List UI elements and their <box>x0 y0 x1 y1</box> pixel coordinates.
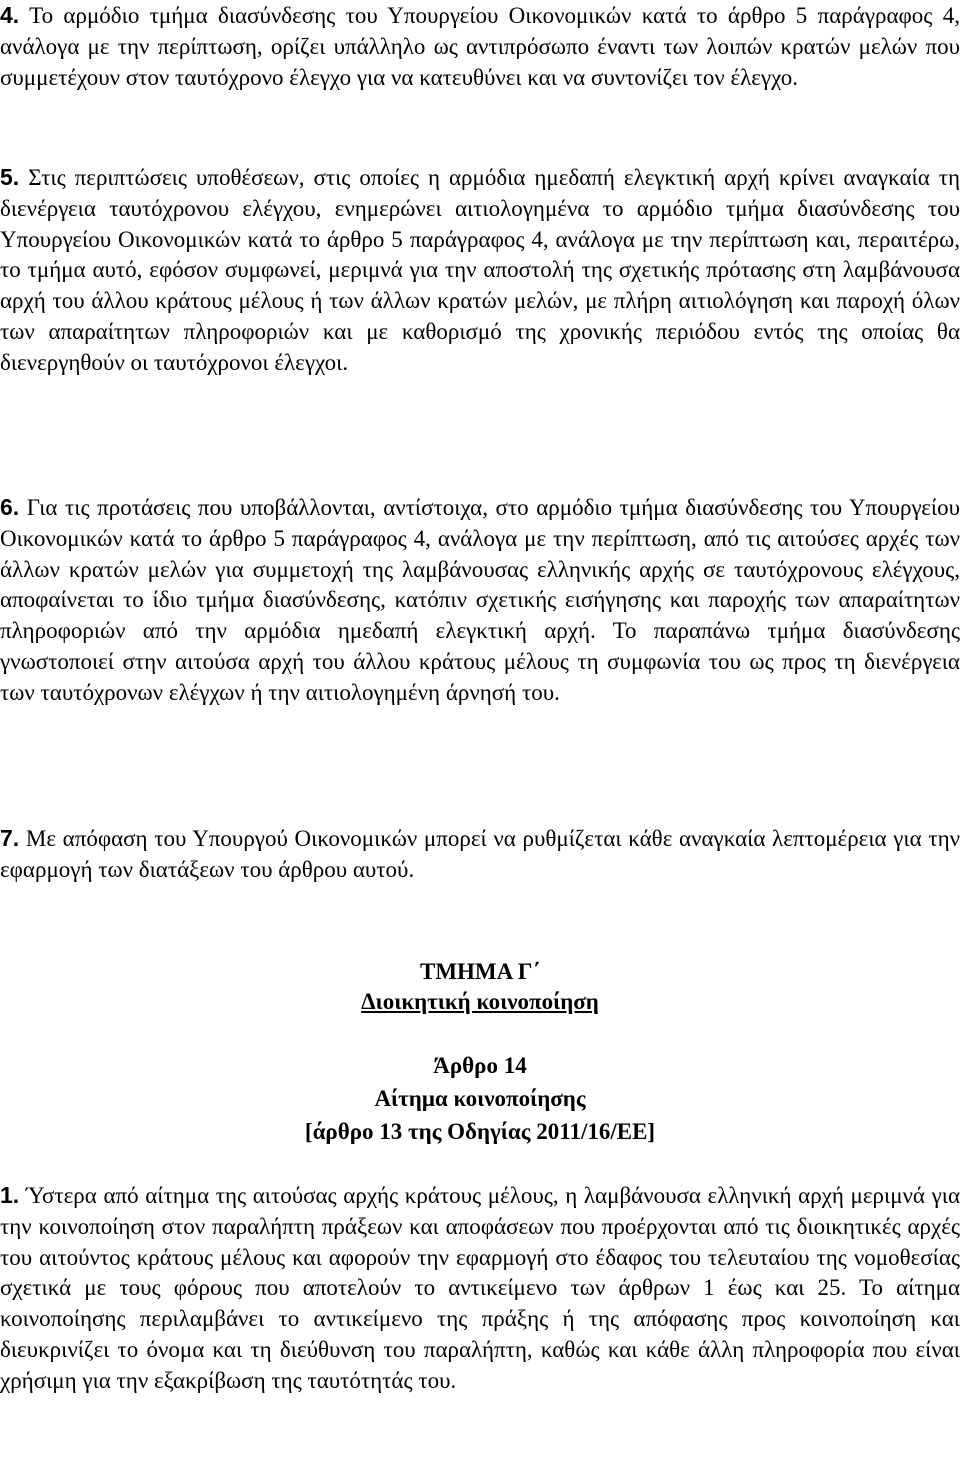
paragraph-number: 6. <box>0 494 20 520</box>
paragraph-5 <box>0 162 960 379</box>
article-number: Άρθρο 14 <box>433 1053 527 1078</box>
paragraph-number: 5. <box>0 164 20 190</box>
paragraph-6 <box>0 492 960 709</box>
paragraph-number: 1. <box>0 1182 20 1208</box>
section-heading: ΤΜΗΜΑ Γ΄ <box>419 959 541 984</box>
paragraph-4 <box>0 0 960 93</box>
paragraph-number: 4. <box>0 2 20 28</box>
paragraph-text: Στις περιπτώσεις υποθέσεων, στις οποίες η αρμόδια ημεδαπή ελεγκτική αρχή κρίνει αναγκαία τη διενέργεια ταυτόχρονου ελέγχου, ενημερώνει αιτιολογημένα το αρμόδιο τμήμα διασύνδεσης του Υπουργείου Οικονομικών κατά το άρθρο 5 παράγραφος 4, ανάλογα με την περίπτωση και, περαιτέρω, το τμήμα αυτό, εφόσον συμφωνεί, μεριμνά για την αποστολή της σχετικής πρότασης στη λαμβάνουσα αρχή του άλλου κράτους μέλους ή των άλλων κρατών μελών, με πλήρη αιτιολόγηση και παροχή όλων των απαραίτητων πληροφοριών και με καθορισμό της χρονικής περιόδου εντός της οποίας θα διενεργηθούν οι ταυτόχρονοι έλεγχοι. <box>0 165 960 375</box>
article-title: Αίτημα κοινοποίησης <box>374 1086 586 1111</box>
paragraph-text: Με απόφαση του Υπουργού Οικονομικών μπορεί να ρυθμίζεται κάθε αναγκαία λεπτομέρεια για την εφαρμογή των διατάξεων του άρθρου αυτού. <box>0 826 960 882</box>
section-subtitle: Διοικητική κοινοποίηση <box>361 989 599 1014</box>
article-14-paragraph-1 <box>0 1180 960 1397</box>
article-reference: [άρθρο 13 της Οδηγίας 2011/16/ΕΕ] <box>304 1119 656 1144</box>
paragraph-text: Ύστερα από αίτημα της αιτούσας αρχής κράτους μέλους, η λαμβάνουσα ελληνική αρχή μεριμνά για την κοινοποίηση στον παραλήπτη πράξεων και αποφάσεων που προέρχονται από τις διοικητικές αρχές του αιτούντος κράτους μέλους και αφορούν την εφαρμογή στο έδαφος του τελευταίου της νομοθεσίας σχετικά με τους φόρους που αποτελούν το αντικείμενο των άρθρων 1 έως και 25. Το αίτημα κοινοποίησης περιλαμβάνει το αντικείμενο της πράξης ή της απόφασης προς κοινοποίηση και διευκρινίζει το όνομα και τη διεύθυνση του παραλήπτη, καθώς και κάθε άλλη πληροφορία που είναι χρήσιμη για την εξακρίβωση της ταυτότητάς του. <box>0 1183 960 1393</box>
paragraph-text: Για τις προτάσεις που υποβάλλονται, αντίστοιχα, στο αρμόδιο τμήμα διασύνδεσης του Υπουργείου Οικονομικών κατά το άρθρο 5 παράγραφος 4, ανάλογα με την περίπτωση, από τις αιτούσες αρχές των άλλων κρατών μελών για συμμετοχή της λαμβάνουσας ελληνικής αρχής σε ταυτόχρονους ελέγχους, αποφαίνεται το ίδιο τμήμα διασύνδεσης, κατόπιν σχετικής εισήγησης και παροχής των απαραίτητων πληροφοριών από την αρμόδια ημεδαπή ελεγκτική αρχή. Το παραπάνω τμήμα διασύνδεσης γνωστοποιεί στην αιτούσα αρχή του άλλου κράτους μέλους τη συμφωνία του ως προς τη διενέργεια των ταυτόχρονων ελέγχων ή την αιτιολογημένη άρνησή του. <box>0 495 960 705</box>
paragraph-number: 7. <box>0 825 20 851</box>
paragraph-7 <box>0 823 960 886</box>
paragraph-text: Το αρμόδιο τμήμα διασύνδεσης του Υπουργείου Οικονομικών κατά το άρθρο 5 παράγραφος 4, ανάλογα με την περίπτωση, ορίζει υπάλληλο ως αντιπρόσωπο έναντι των λοιπών κρατών μελών που συμμετέχουν στον ταυτόχρονο έλεγχο για να κατευθύνει και να συντονίζει τον έλεγχο. <box>0 3 960 90</box>
